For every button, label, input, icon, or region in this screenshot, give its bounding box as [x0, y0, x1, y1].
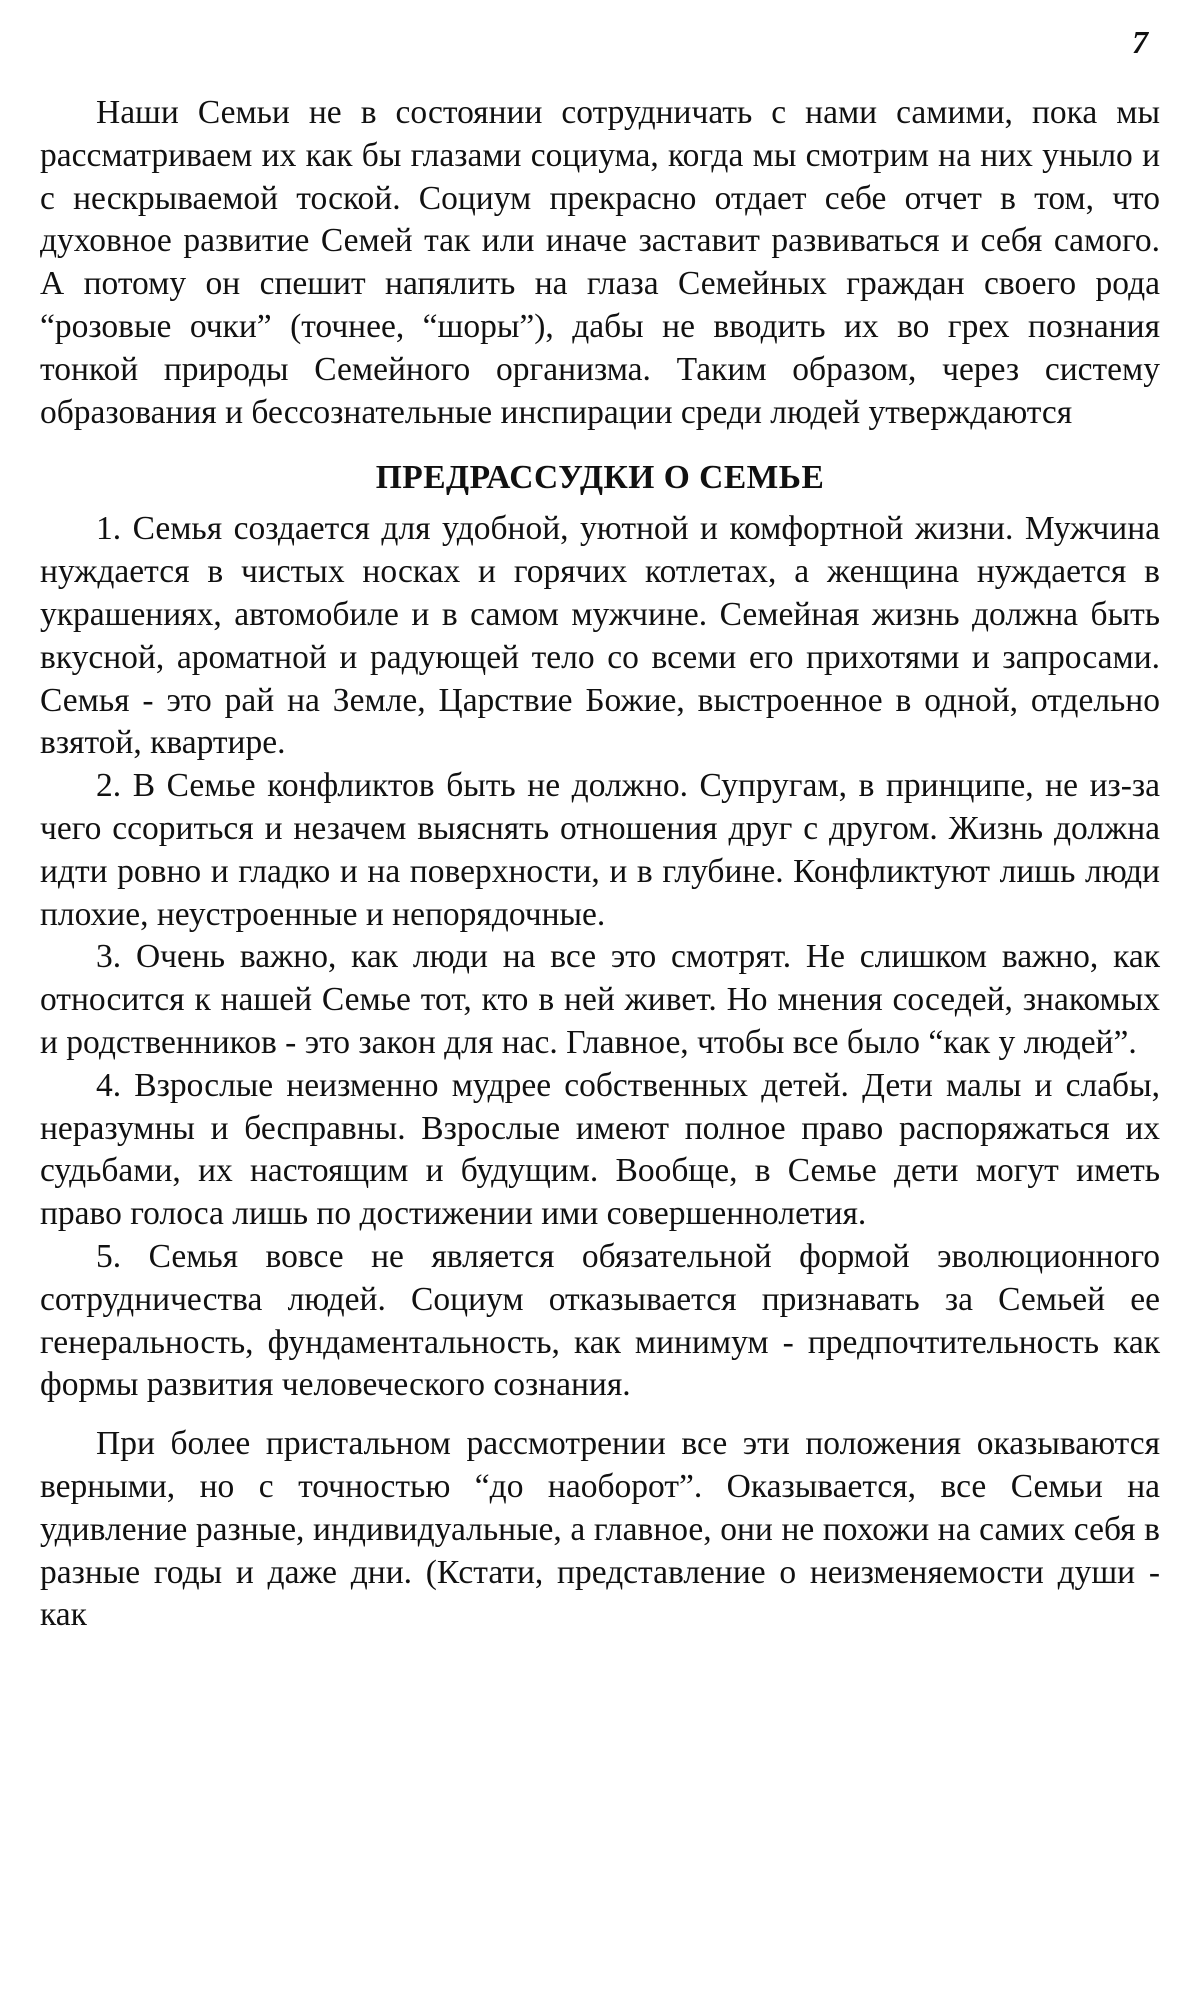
page-number: 7 [1132, 24, 1148, 60]
prejudice-item-5: 5. Семья вовсе не является обязательной формой эволюционного сотрудничества людей. Социум отказывается признавать за Семьей ее генеральность, фундаментальность, как минимум - предпочтительность как формы развития человеческого сознания. [40, 1237, 1160, 1404]
section-heading: ПРЕДРАССУДКИ О СЕМЬЕ [375, 459, 825, 497]
page-content [40, 92, 1160, 1637]
prejudice-item-3: 3. Очень важно, как люди на все это смотрят. Не слишком важно, как относится к нашей Семье тот, кто в ней живет. Но мнения соседей, знакомых и родственников - это закон для нас. Главное, чтобы все было “как у людей”. [40, 938, 1160, 1061]
intro-paragraph: Наши Семьи не в состоянии сотрудничать с нами самими, пока мы рассматриваем их как бы глазами социума, когда мы смотрим на них уныло и с нескрываемой тоской. Социум прекрасно отдает себе отчет в том, что духовное развитие Семей так или иначе заставит развиваться и себя самого. А потому он спешит напялить на глаза Семейных граждан своего рода “розовые очки” (точнее, “шоры”), дабы не вводить их во грех познания тонкой природы Семейного организма. Таким образом, через систему образования и бессознательные инспирации среди людей утверждаются [40, 94, 1160, 431]
prejudice-item-1: 1. Семья создается для удобной, уютной и комфортной жизни. Мужчина нуждается в чистых носках и горячих котлетах, а женщина нуждается в украшениях, автомобиле и в самом мужчине. Семейная жизнь должна быть вкусной, ароматной и радующей тело со всеми его прихотями и запросами. Семья - это рай на Земле, Царствие Божие, выстроенное в одной, отдельно взятой, квартире. [40, 510, 1160, 762]
conclusion-paragraph: При более пристальном рассмотрении все эти положения оказываются верными, но с точностью “до наоборот”. Оказывается, все Семьи на удивление разные, индивидуальные, а главное, они не похожи на самих себя в разные годы и даже дни. (Кстати, представление о неизменяемости души - как [40, 1425, 1160, 1634]
prejudice-item-4: 4. Взрослые неизменно мудрее собственных детей. Дети малы и слабы, неразумны и бесправны. Взрослые имеют полное право распоряжаться их судьбами, их настоящим и будущим. Вообще, в Семье дети могут иметь право голоса лишь по достижении ими совершеннолетия. [40, 1066, 1160, 1233]
prejudice-item-2: 2. В Семье конфликтов быть не должно. Супругам, в принципе, не из-за чего ссориться и незачем выяснять отношения друг с другом. Жизнь должна идти ровно и гладко и на поверхности, и в глубине. Конфликтуют лишь люди плохие, неустроенные и непорядочные. [40, 767, 1160, 933]
